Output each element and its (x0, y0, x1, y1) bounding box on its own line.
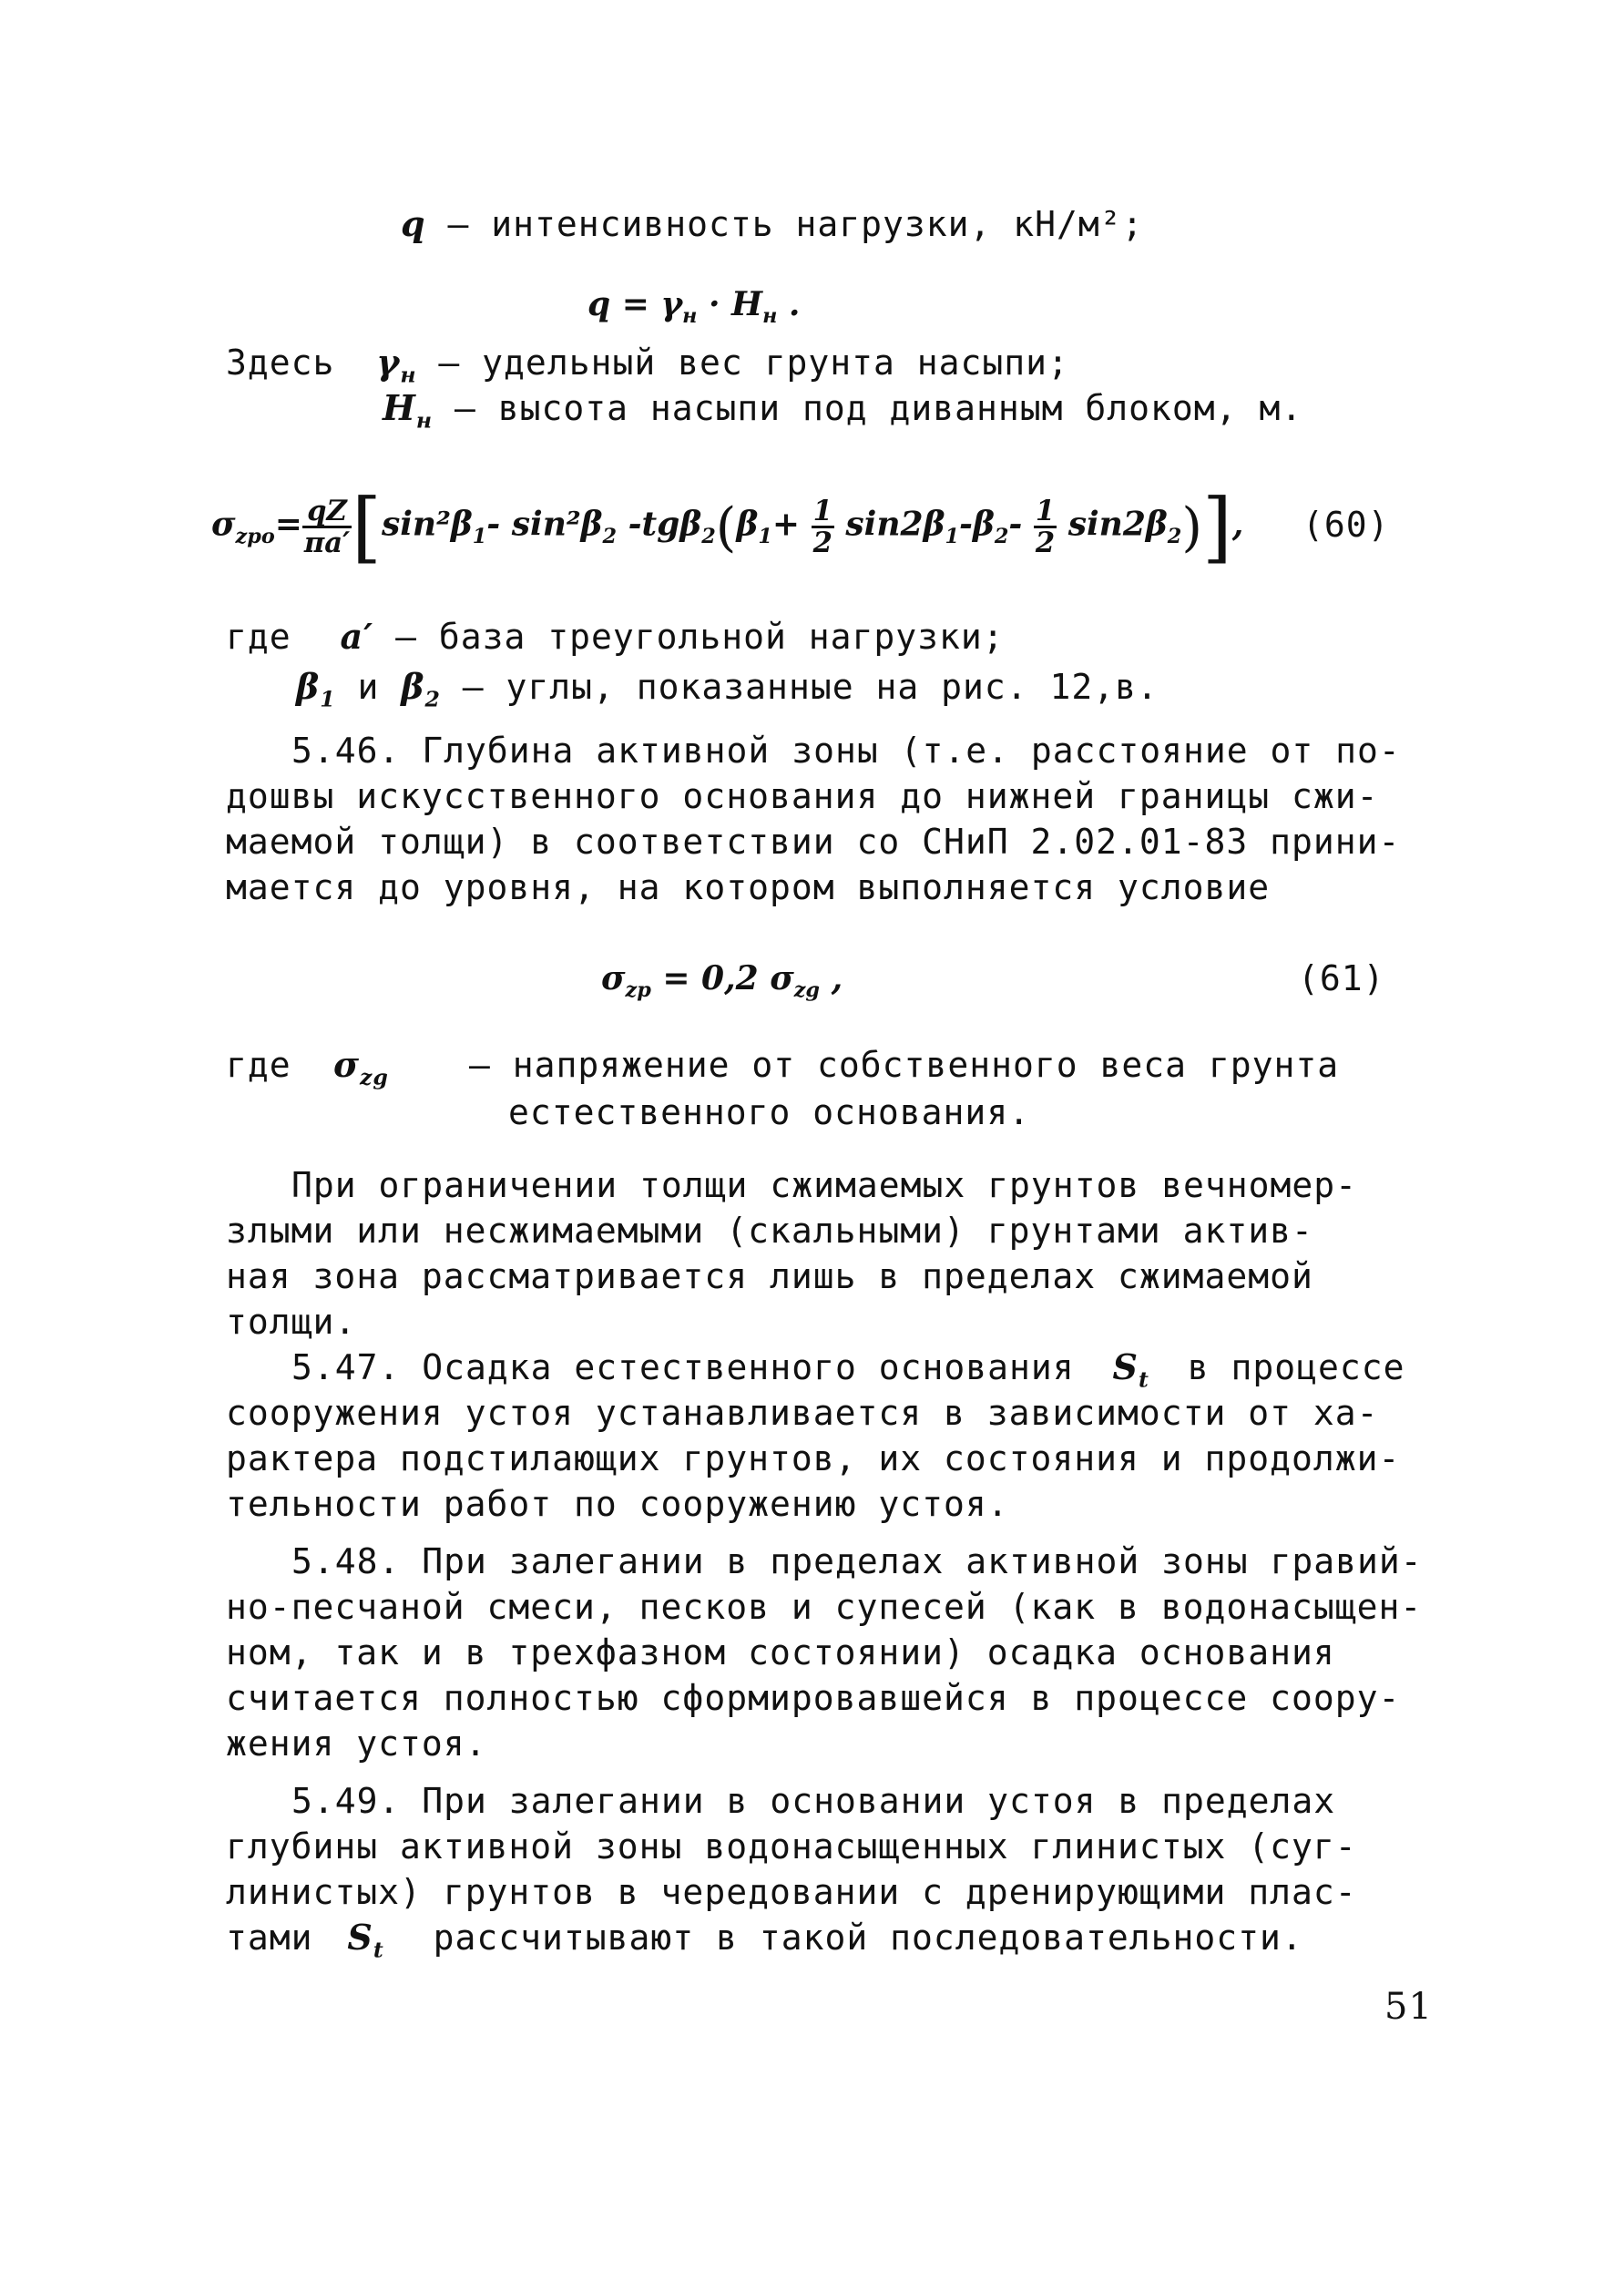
paragraph-546-line-1: 5.46. Глубина активной зоны (т.е. расстояние от по- (291, 731, 1401, 771)
symbol-s-t-1: $S_t$ (1112, 1346, 1149, 1393)
paragraph-547-line-1 (291, 1345, 1405, 1393)
paragraph-547-line-1-start: 5.47. Осадка естественного основания (291, 1347, 1075, 1387)
beta-definition-line (296, 665, 1159, 712)
symbol-gamma: $\gamma_н$ (376, 342, 417, 388)
q-definition-text: – интенсивность нагрузки, кН/м²; (425, 204, 1144, 244)
where-label: где (226, 617, 291, 657)
paragraph-548-line-3: ном, так и в трехфазном состоянии) осадка основания (226, 1632, 1335, 1672)
a-definition-text: – база треугольной нагрузки; (373, 617, 1005, 657)
paragraph-547-line-2: сооружения устоя устанавливается в зависимости от ха- (226, 1393, 1379, 1433)
limitation-line-4: толщи. (226, 1302, 357, 1342)
paragraph-549-line-3: линистых) грунтов в чередовании с дренирующими плас- (226, 1872, 1357, 1912)
paragraph-548-line-1: 5.48. При залегании в пределах активной зоны гравий- (291, 1541, 1423, 1581)
paragraph-549-line-4-start: тами (226, 1918, 313, 1958)
formula-60: $\sigma_{zpo}=$ $\frac{qZ}{\pi a'}$ [$\sin^2\beta_1-$ $\sin^2\beta_2$ $-tg\beta_2(\beta_1+$ $\frac{1}{2}$ $\sin 2\beta_1-\beta_2-$ $\frac{1}{2}$ $\sin 2\beta_2$)], (211, 482, 1244, 572)
gamma-definition-line (226, 341, 1069, 388)
paragraph-546-line-4: мается до уровня, на котором выполняется условие (226, 867, 1271, 907)
paragraph-546-line-3: маемой толщи) в соответствии со СНиП 2.02.01-83 прини- (226, 822, 1401, 862)
sigma-zg-definition-line-1: – напряжение от собственного веса грунта (469, 1045, 1340, 1085)
limitation-line-2: злыми или несжимаемыми (скальными) грунтами актив- (226, 1211, 1313, 1251)
paragraph-547-line-3: рактера подстилающих грунтов, их состояния и продолжи- (226, 1438, 1401, 1478)
paragraph-548-line-4: считается полностью сформировавшейся в процессе соору- (226, 1678, 1401, 1718)
sigma-zg-definition-line-2: естественного основания. (508, 1092, 1031, 1132)
limitation-line-3: ная зона рассматривается лишь в пределах сжимаемой (226, 1256, 1313, 1296)
h-definition-line (383, 386, 1303, 434)
paragraph-549-line-2: глубины активной зоны водонасыщенных глинистых (суг- (226, 1826, 1357, 1867)
gamma-definition-text: – удельный вес грунта насыпи; (416, 343, 1069, 383)
paragraph-549-line-4 (226, 1916, 1303, 1963)
formula-q: $q = \gamma_н \cdot H_н$ . (587, 285, 801, 329)
symbol-s-t-2: $S_t$ (347, 1917, 384, 1963)
paragraph-548-line-2: но-песчаной смеси, песков и супесей (как в водонасыщен- (226, 1587, 1423, 1627)
a-definition-line (226, 615, 1005, 659)
sigma-zg-where-label: где (226, 1045, 291, 1085)
paragraph-549-line-4-end: рассчитывают в такой последовательности. (433, 1918, 1303, 1958)
symbol-h: $H_н$ (383, 387, 434, 434)
h-definition-text: – высота насыпи под диванным блоком, м. (433, 388, 1303, 428)
symbol-a-prime: a′ (340, 616, 374, 657)
symbol-q: q (401, 203, 426, 244)
limitation-line-1: При ограничении толщи сжимаемых грунтов вечномер- (291, 1165, 1358, 1205)
paragraph-547-line-1-end: в процессе (1187, 1347, 1405, 1387)
and-word: и (335, 667, 402, 707)
paragraph-546-line-2: дошвы искусственного основания до нижней границы сжи- (226, 776, 1379, 816)
paragraph-549-line-1: 5.49. При залегании в основании устоя в пределах (291, 1781, 1336, 1821)
paragraph-548-line-5: жения устоя. (226, 1724, 487, 1764)
formula-61: $\sigma_{zp} = 0,2$ $\sigma_{zg}$ , (601, 959, 843, 1003)
beta-definition-text: – углы, показанные на рис. 12,в. (440, 667, 1159, 707)
equation-number-61: (61) (1298, 958, 1385, 998)
symbol-beta2: $\beta_2$ (401, 666, 441, 712)
symbol-beta1: $\beta_1$ (296, 666, 336, 712)
symbol-sigma-zg: $\sigma_{zg}$ (333, 1044, 389, 1090)
page-number: 51 (1384, 1986, 1433, 2028)
here-label: Здесь (226, 343, 335, 383)
equation-number-60: (60) (1302, 505, 1390, 545)
paragraph-547-line-4: тельности работ по сооружению устоя. (226, 1484, 1009, 1524)
q-definition-line (401, 202, 1144, 246)
